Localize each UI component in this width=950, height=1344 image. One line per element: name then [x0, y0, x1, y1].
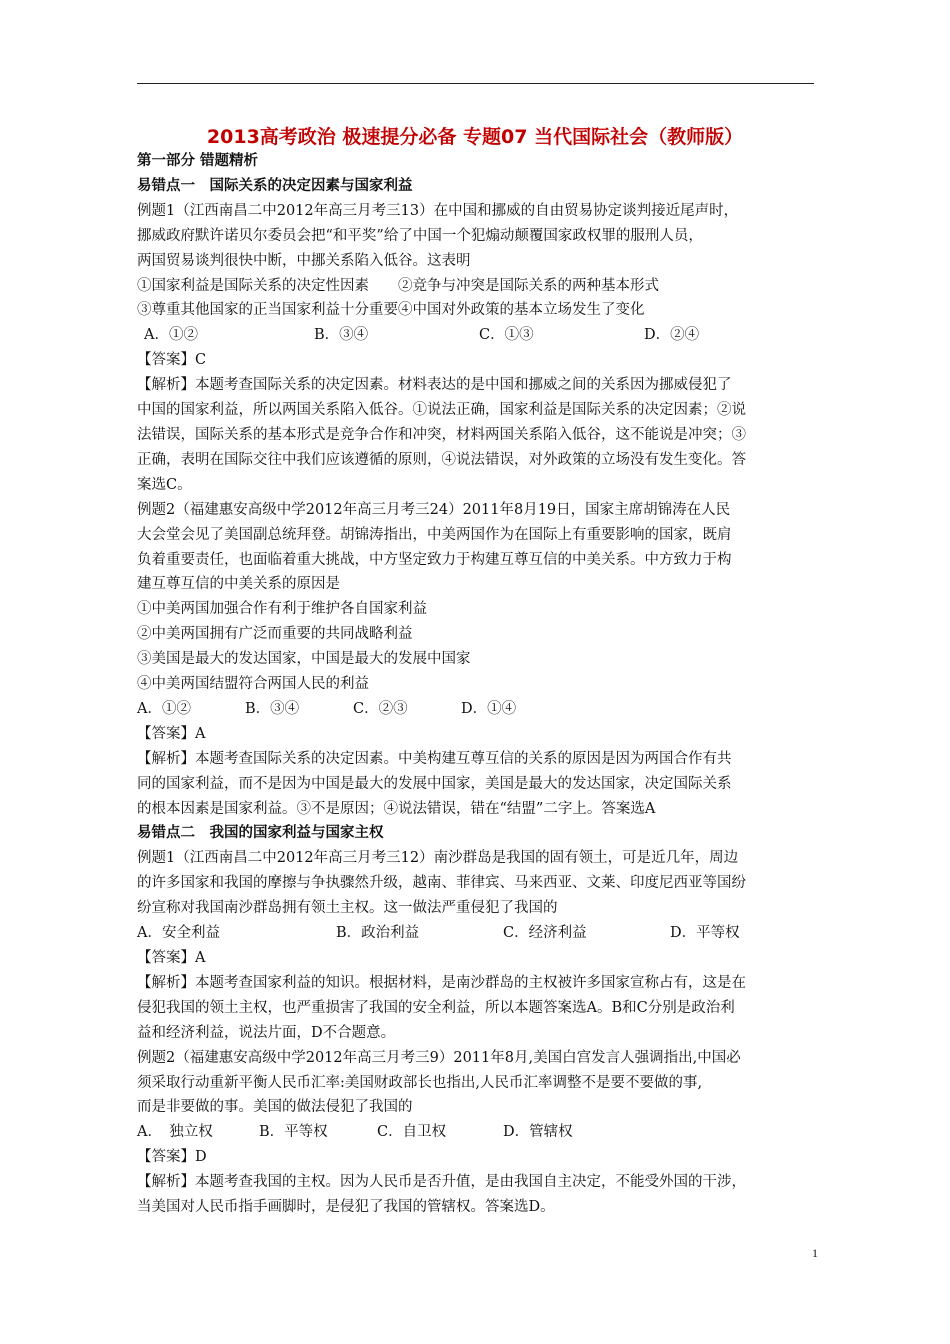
analysis-line: 案选C。	[137, 476, 192, 493]
option-a: A． 独立权	[137, 1124, 213, 1141]
option-c: C．②③	[353, 700, 408, 717]
analysis-line: 益和经济利益，说法片面，D不合题意。	[137, 1024, 396, 1041]
example-1-2	[137, 498, 817, 822]
analysis-line: 法错误，国际关系的基本形式是竞争合作和冲突，材料两国关系陷入低谷，这不能说是冲突；③	[137, 426, 746, 443]
page-number: 1	[812, 1246, 818, 1260]
header-rule	[137, 83, 814, 84]
question-line: ③尊重其他国家的正当国家利益十分重要④中国对外政策的基本立场发生了变化	[137, 302, 645, 319]
document-title: 2013高考政治 极速提分必备 专题07 当代国际社会（教师版）	[206, 126, 744, 148]
question-line: 两国贸易谈判很快中断，中挪关系陷入低谷。这表明	[137, 252, 471, 269]
question-line: 纷宣称对我国南沙群岛拥有领土主权。这一做法严重侵犯了我国的	[137, 900, 558, 917]
option-c: C．自卫权	[377, 1124, 447, 1141]
section-heading-1: 易错点一 国际关系的决定因素与国家利益	[137, 177, 413, 194]
analysis-line: 当美国对人民币指手画脚时，是侵犯了我国的管辖权。答案选D。	[137, 1199, 555, 1216]
option-a: A．①②	[137, 700, 191, 717]
analysis-line: 【解析】本题考查国家利益的知识。根据材料，是南沙群岛的主权被许多国家宣称占有，这是在	[137, 974, 746, 991]
part-heading: 第一部分 错题精析	[137, 153, 259, 169]
answer-line: 【答案】C	[137, 352, 207, 369]
example-2-1	[137, 846, 817, 1045]
analysis-line: 正确，表明在国际交往中我们应该遵循的原则，④说法错误，对外政策的立场没有发生变化。答	[137, 451, 746, 468]
answer-options	[137, 323, 817, 348]
option-d: D．管辖权	[503, 1124, 573, 1141]
question-line: 挪威政府默许诺贝尔委员会把“和平奖”给了中国一个犯煽动颠覆国家政权罪的服刑人员，	[137, 227, 703, 244]
question-line: ①国家利益是国际关系的决定性因素 ②竞争与冲突是国际关系的两种基本形式	[137, 277, 659, 294]
answer-options	[137, 921, 817, 946]
question-line: 负着重要责任，也面临着重大挑战，中方坚定致力于构建互尊互信的中美关系。中方致力于构	[137, 551, 732, 568]
answer-options	[137, 697, 817, 722]
analysis-line: 【解析】本题考查我国的主权。因为人民币是否升值，是由我国自主决定，不能受外国的干涉，	[137, 1174, 746, 1191]
answer-line: 【答案】A	[137, 950, 206, 966]
question-line: 例题2（福建惠安高级中学2012年高三月考三24）2011年8月19日，国家主席胡锦涛在人民	[137, 501, 731, 518]
question-line: ③美国是最大的发达国家，中国是最大的发展中国家	[137, 651, 471, 668]
question-line: 的许多国家和我国的摩擦与争执骤然升级，越南、菲律宾、马来西亚、文莱、印度尼西亚等国纷	[137, 875, 746, 892]
option-b: B．平等权	[259, 1124, 328, 1141]
question-line: ①中美两国加强合作有利于维护各自国家利益	[137, 601, 427, 618]
option-a: A．①②	[144, 327, 198, 344]
question-line: 建互尊互信的中美关系的原因是	[137, 576, 340, 593]
option-c: C．①③	[479, 327, 534, 344]
option-b: B．③④	[245, 700, 300, 717]
question-line: 须采取行动重新平衡人民币汇率:美国财政部长也指出,人民币汇率调整不是要不要做的事,	[137, 1074, 703, 1091]
option-d: D．②④	[644, 327, 700, 344]
analysis-line: 的根本因素是国家利益。③不是原因；④说法错误，错在“结盟”二字上。答案选A	[137, 800, 656, 817]
answer-line: 【答案】D	[137, 1149, 207, 1166]
analysis-line: 侵犯我国的领土主权，也严重损害了我国的安全利益，所以本题答案选A。B和C分别是政治利	[137, 999, 735, 1016]
question-line: 大会堂会见了美国副总统拜登。胡锦涛指出，中美两国作为在国际上有重要影响的国家，既肩	[137, 526, 732, 543]
question-line: 而是非要做的事。美国的做法侵犯了我国的	[137, 1099, 413, 1116]
section-heading-2: 易错点二 我国的国家利益与国家主权	[137, 825, 384, 842]
option-d: D．平等权	[670, 925, 740, 942]
analysis-line: 同的国家利益，而不是因为中国是最大的发展中国家，美国是最大的发达国家，决定国际关系	[137, 775, 732, 792]
document-body	[137, 149, 817, 1220]
example-1-1	[137, 199, 817, 498]
answer-options	[137, 1120, 817, 1145]
question-line: 例题1（江西南昌二中2012年高三月考三13）在中国和挪威的自由贸易协定谈判接近尾声时，	[137, 202, 739, 219]
analysis-line: 中国的国家利益，所以两国关系陷入低谷。①说法正确，国家利益是国际关系的决定因素；②说	[137, 402, 746, 419]
question-line: 例题1（江西南昌二中2012年高三月考三12）南沙群岛是我国的固有领土，可是近几年，周边	[137, 850, 739, 867]
question-line: 例题2（福建惠安高级中学2012年高三月考三9）2011年8月,美国白宫发言人强调指出,中国必	[137, 1049, 741, 1066]
option-a: A．安全利益	[137, 925, 220, 942]
question-line: ④中美两国结盟符合两国人民的利益	[137, 676, 369, 693]
option-c: C．经济利益	[503, 925, 587, 942]
analysis-line: 【解析】本题考查国际关系的决定因素。中美构建互尊互信的关系的原因是因为两国合作有共	[137, 750, 732, 767]
option-b: B．③④	[314, 327, 369, 344]
analysis-line: 【解析】本题考查国际关系的决定因素。材料表达的是中国和挪威之间的关系因为挪威侵犯了	[137, 377, 732, 394]
option-b: B．政治利益	[336, 925, 420, 942]
answer-line: 【答案】A	[137, 725, 206, 742]
example-2-2	[137, 1046, 817, 1220]
option-d: D．①④	[461, 700, 517, 717]
question-line: ②中美两国拥有广泛而重要的共同战略利益	[137, 626, 413, 643]
